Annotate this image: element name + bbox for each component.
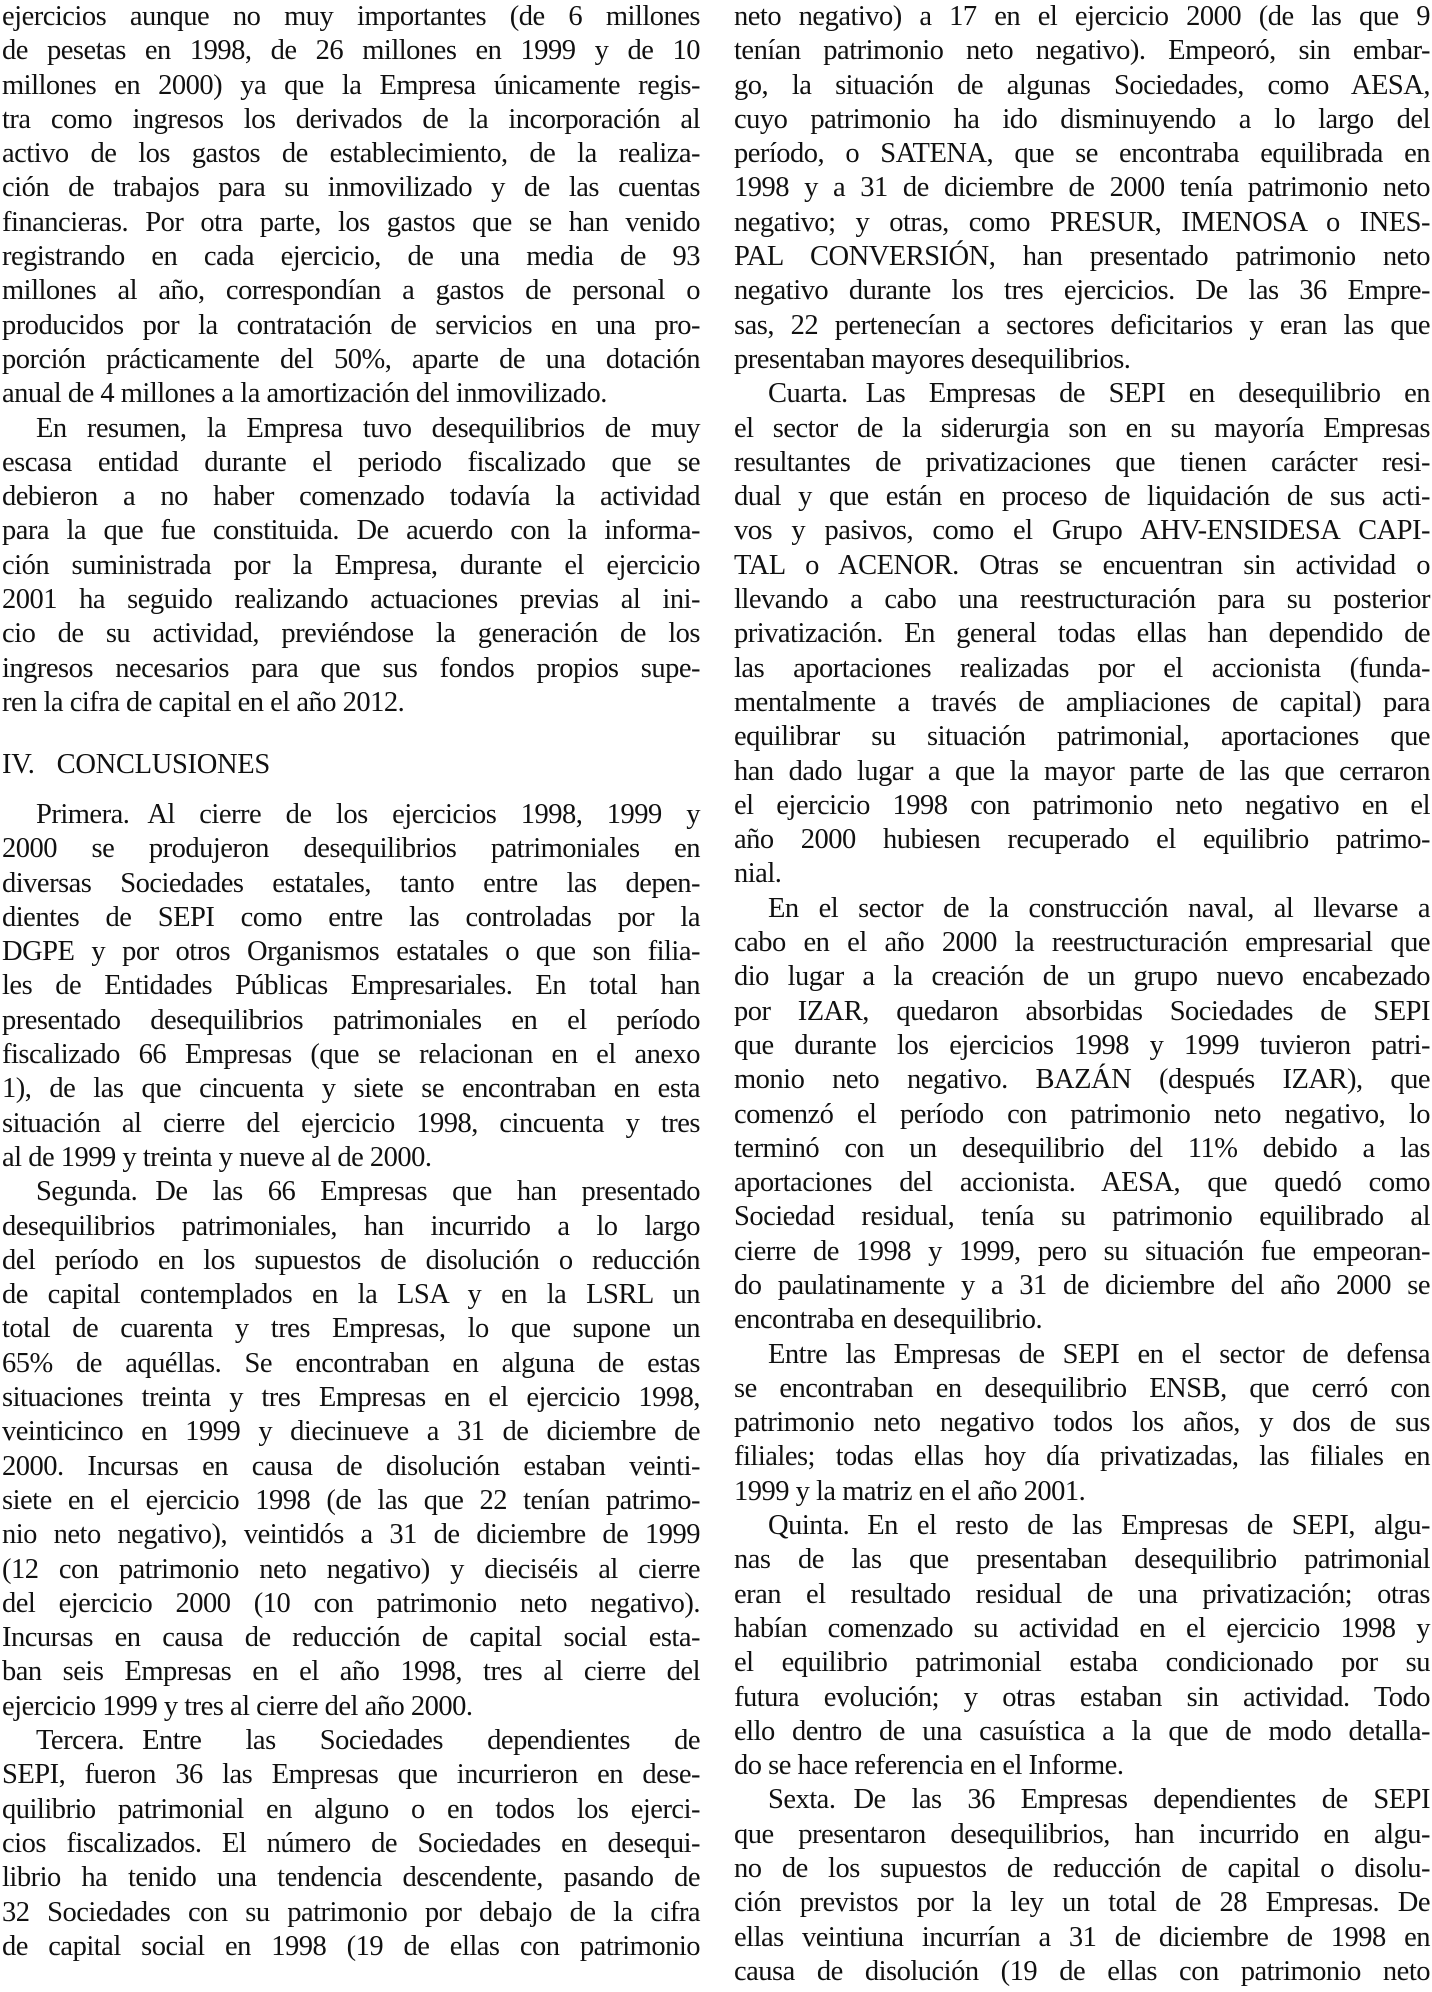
paragraph-label: Quinta. (768, 1510, 850, 1542)
text-line: escasa entidad durante el periodo fiscalizado que se (2, 446, 700, 478)
conclusion-paragraph (2, 1724, 700, 1964)
text-line: terminó con un desequilibrio del 11% debido a las (734, 1132, 1430, 1164)
text-line: año 2000 hubiesen recuperado el equilibrio patrimo- (734, 824, 1430, 856)
text-line: mentalmente a través de ampliaciones de capital) para (734, 686, 1430, 718)
text-block (2, 798, 700, 1964)
text-line: de capital social en 1998 (19 de ellas con patrimonio (2, 1930, 700, 1962)
text-line: anual de 4 millones a la amortización del inmovilizado. (2, 378, 607, 410)
text-line: patrimonio neto negativo todos los años, y dos de sus (734, 1407, 1430, 1439)
text-line: que durante los ejercicios 1998 y 1999 tuvieron patri- (734, 1029, 1430, 1061)
text-line: tenían patrimonio neto negativo). Empeoró, sin embar- (734, 35, 1430, 67)
text-line: futura evolución; y otras estaban sin actividad. Todo (734, 1681, 1430, 1713)
text-line: go, la situación de algunas Sociedades, como AESA, (734, 69, 1430, 101)
text-line: producidos por la contratación de servicios en una pro- (2, 309, 700, 341)
paragraph (734, 892, 1430, 1338)
text-line: monio neto negativo. BAZÁN (después IZAR), que (734, 1064, 1430, 1096)
text-line: Sociedad residual, tenía su patrimonio equilibrado al (734, 1201, 1430, 1233)
text-line: 1999 y la matriz en el año 2001. (734, 1475, 1086, 1507)
text-line: cio de su actividad, previéndose la generación de los (2, 618, 700, 650)
paragraph-label: Sexta. (768, 1784, 836, 1816)
text-line: ción suministrada por la Empresa, durante el ejercicio (2, 549, 700, 581)
text-line: sas, 22 pertenecían a sectores deficitarios y eran las que (734, 309, 1430, 341)
text-line: ejercicio 1999 y tres al cierre del año 2000. (2, 1690, 473, 1722)
text-line: dientes de SEPI como entre las controladas por la (2, 901, 700, 933)
text-line: de capital contemplados en la LSA y en la LSRL un (2, 1279, 700, 1311)
text-line: En el sector de la construcción naval, al llevarse a (768, 892, 1430, 924)
text-line: 2000. Incursas en causa de disolución estaban veinti- (2, 1450, 700, 1482)
text-line: el equilibrio patrimonial estaba condicionado por su (734, 1647, 1430, 1679)
text-line: para la que fue constituida. De acuerdo con la informa- (2, 515, 700, 547)
text-line: millones al año, correspondían a gastos de personal o (2, 275, 700, 307)
text-line: les de Entidades Públicas Empresariales. En total han (2, 970, 700, 1002)
conclusion-paragraph (2, 1175, 700, 1724)
paragraph-label: Cuarta. (768, 378, 848, 410)
text-line: filiales; todas ellas hoy día privatizadas, las filiales en (734, 1441, 1430, 1473)
paragraph-label: Tercera. (36, 1725, 125, 1757)
text-line: librio ha tenido una tendencia descendente, pasando de (2, 1862, 700, 1894)
text-line: ingresos necesarios para que sus fondos propios supe- (2, 652, 700, 684)
conclusion-paragraph (2, 798, 700, 1175)
text-line: neto negativo) a 17 en el ejercicio 2000 (de las que 9 (734, 1, 1430, 32)
text-line: 65% de aquéllas. Se encontraban en alguna de estas (2, 1347, 700, 1379)
text-line: millones en 2000) ya que la Empresa únicamente regis- (2, 69, 700, 101)
text-line: el sector de la siderurgia son en su mayoría Empresas (734, 412, 1430, 444)
text-line: ción de trabajos para su inmovilizado y de las cuentas (2, 172, 700, 204)
text-line: causa de disolución (19 de ellas con patrimonio neto (734, 1955, 1430, 1987)
text-line: nio neto negativo), veintidós a 31 de diciembre de 1999 (2, 1519, 700, 1551)
text-line: DGPE y por otros Organismos estatales o que son filia- (2, 936, 700, 968)
text-line: nas de las que presentaban desequilibrio patrimonial (734, 1544, 1430, 1576)
text-line: diversas Sociedades estatales, tanto entre las depen- (2, 867, 700, 899)
text-line: presentaban mayores desequilibrios. (734, 343, 1131, 375)
text-line: TAL o ACENOR. Otras se encuentran sin actividad o (734, 549, 1430, 581)
text-line: se encontraban en desequilibrio ENSB, que cerró con (734, 1372, 1430, 1404)
text-line: período, o SATENA, que se encontraba equilibrada en (734, 138, 1430, 170)
text-line: En resumen, la Empresa tuvo desequilibrios de muy (36, 412, 700, 444)
text-block (2, 0, 700, 720)
text-line (2, 1175, 700, 1209)
text-line: de pesetas en 1998, de 26 millones en 1999 y de 10 (2, 35, 700, 67)
text-line: 2001 ha seguido realizando actuaciones previas al ini- (2, 584, 700, 616)
text-line: activo de los gastos de establecimiento, de la realiza- (2, 138, 700, 170)
line-text: Entre las Sociedades dependientes de (142, 1725, 700, 1757)
text-line: porción prácticamente del 50%, aparte de una dotación (2, 343, 700, 375)
text-line: total de cuarenta y tres Empresas, lo que supone un (2, 1313, 700, 1345)
text-line (734, 1783, 1430, 1817)
text-line: (12 con patrimonio neto negativo) y dieciséis al cierre (2, 1553, 700, 1585)
text-line: eran el resultado residual de una privatización; otras (734, 1578, 1430, 1610)
text-line: ejercicios aunque no muy importantes (de 6 millones (2, 1, 700, 32)
text-line: del período en los supuestos de disolución o reducción (2, 1244, 700, 1276)
text-line: do se hace referencia en el Informe. (734, 1750, 1124, 1782)
text-line: del ejercicio 2000 (10 con patrimonio neto negativo). (2, 1587, 700, 1619)
text-line: quilibrio patrimonial en alguno o en todos los ejerci- (2, 1793, 700, 1825)
paragraph (2, 0, 700, 412)
text-line: privatización. En general todas ellas han dependido de (734, 618, 1430, 650)
text-line: cuyo patrimonio ha ido disminuyendo a lo largo del (734, 103, 1430, 135)
text-line: PAL CONVERSIÓN, han presentado patrimonio neto (734, 241, 1430, 273)
text-line: negativo; y otras, como PRESUR, IMENOSA o INES- (734, 206, 1430, 238)
line-text: De las 66 Empresas que han presentado (155, 1176, 700, 1208)
text-line: 1), de las que cincuenta y siete se encontraban en esta (2, 1073, 700, 1105)
paragraph (2, 412, 700, 721)
text-line: siete en el ejercicio 1998 (de las que 22 tenían patrimo- (2, 1484, 700, 1516)
text-line (734, 1509, 1430, 1543)
text-line: comenzó el período con patrimonio neto negativo, lo (734, 1098, 1430, 1130)
text-line: SEPI, fueron 36 las Empresas que incurrieron en dese- (2, 1759, 700, 1791)
text-line: el ejercicio 1998 con patrimonio neto negativo en el (734, 789, 1430, 821)
text-block (734, 0, 1430, 1989)
line-text: De las 36 Empresas dependientes de SEPI (853, 1784, 1430, 1816)
text-line: situación al cierre del ejercicio 1998, cincuenta y tres (2, 1107, 700, 1139)
text-line: presentado desequilibrios patrimoniales en el período (2, 1004, 700, 1036)
conclusion-paragraph (734, 1783, 1430, 1989)
text-line: ban seis Empresas en el año 1998, tres al cierre del (2, 1656, 700, 1688)
text-line: cabo en el año 2000 la reestructuración empresarial que (734, 927, 1430, 959)
text-line: ellas veintiuna incurrían a 31 de diciembre de 1998 en (734, 1921, 1430, 1953)
text-line: nial. (734, 858, 782, 890)
text-line: desequilibrios patrimoniales, han incurrido a lo largo (2, 1210, 700, 1242)
text-line: do paulatinamente y a 31 de diciembre del año 2000 se (734, 1269, 1430, 1301)
text-line: al de 1999 y treinta y nueve al de 2000. (2, 1141, 432, 1173)
conclusion-paragraph (734, 377, 1430, 891)
text-line: dio lugar a la creación de un grupo nuevo encabezado (734, 961, 1430, 993)
paragraph (734, 0, 1430, 377)
text-line: han dado lugar a que la mayor parte de las que cerraron (734, 755, 1430, 787)
text-line: Entre las Empresas de SEPI en el sector de defensa (768, 1338, 1430, 1370)
text-line: Incursas en causa de reducción de capital social esta- (2, 1622, 700, 1654)
text-line: dual y que están en proceso de liquidación de sus acti- (734, 481, 1430, 513)
text-line: situaciones treinta y tres Empresas en el ejercicio 1998, (2, 1382, 700, 1414)
text-line: fiscalizado 66 Empresas (que se relacionan en el anexo (2, 1039, 700, 1071)
text-line: que presentaron desequilibrios, han incurrido en algu- (734, 1818, 1430, 1850)
text-line: resultantes de privatizaciones que tienen carácter resi- (734, 446, 1430, 478)
section-number: IV. (2, 749, 35, 780)
text-line: vos y pasivos, como el Grupo AHV-ENSIDESA CAPI- (734, 515, 1430, 547)
text-line: no de los supuestos de reducción de capital o disolu- (734, 1853, 1430, 1885)
text-line: encontraba en desequilibrio. (734, 1304, 1043, 1336)
text-line: 1998 y a 31 de diciembre de 2000 tenía patrimonio neto (734, 172, 1430, 204)
text-line: ción previstos por la ley un total de 28 Empresas. De (734, 1887, 1430, 1919)
text-line: 32 Sociedades con su patrimonio por debajo de la cifra (2, 1896, 700, 1928)
text-line: equilibrar su situación patrimonial, aportaciones que (734, 721, 1430, 753)
text-line: las aportaciones realizadas por el accionista (funda- (734, 652, 1430, 684)
text-line (2, 798, 700, 832)
text-line: por IZAR, quedaron absorbidas Sociedades de SEPI (734, 995, 1430, 1027)
text-line: cios fiscalizados. El número de Sociedades en desequi- (2, 1827, 700, 1859)
text-line: llevando a cabo una reestructuración para su posterior (734, 584, 1430, 616)
text-line: financieras. Por otra parte, los gastos que se han venido (2, 206, 700, 238)
line-text: En el resto de las Empresas de SEPI, algu- (867, 1510, 1430, 1542)
text-line (2, 1724, 700, 1758)
text-line: ren la cifra de capital en el año 2012. (2, 686, 405, 718)
text-line: debieron a no haber comenzado todavía la actividad (2, 481, 700, 513)
line-text: Las Empresas de SEPI en desequilibrio en (865, 378, 1430, 410)
text-line: tra como ingresos los derivados de la incorporación al (2, 103, 700, 135)
text-line: habían comenzado su actividad en el ejercicio 1998 y (734, 1612, 1430, 1644)
line-text: Al cierre de los ejercicios 1998, 1999 y (147, 799, 700, 830)
section-title: CONCLUSIONES (56, 749, 270, 780)
paragraph (734, 1338, 1430, 1509)
text-line: aportaciones del accionista. AESA, que quedó como (734, 1167, 1430, 1199)
text-line: registrando en cada ejercicio, de una media de 93 (2, 241, 700, 273)
text-line: negativo durante los tres ejercicios. De las 36 Empre- (734, 275, 1430, 307)
text-line: veinticinco en 1999 y diecinueve a 31 de diciembre de (2, 1416, 700, 1448)
section-heading (2, 748, 270, 782)
text-line: cierre de 1998 y 1999, pero su situación fue empeoran- (734, 1235, 1430, 1267)
paragraph-label: Segunda. (36, 1176, 138, 1208)
conclusion-paragraph (734, 1509, 1430, 1783)
text-line (734, 377, 1430, 411)
text-line: 2000 se produjeron desequilibrios patrimoniales en (2, 833, 700, 865)
paragraph-label: Primera. (36, 799, 130, 830)
text-line: ello dentro de una casuística a la que de modo detalla- (734, 1715, 1430, 1747)
